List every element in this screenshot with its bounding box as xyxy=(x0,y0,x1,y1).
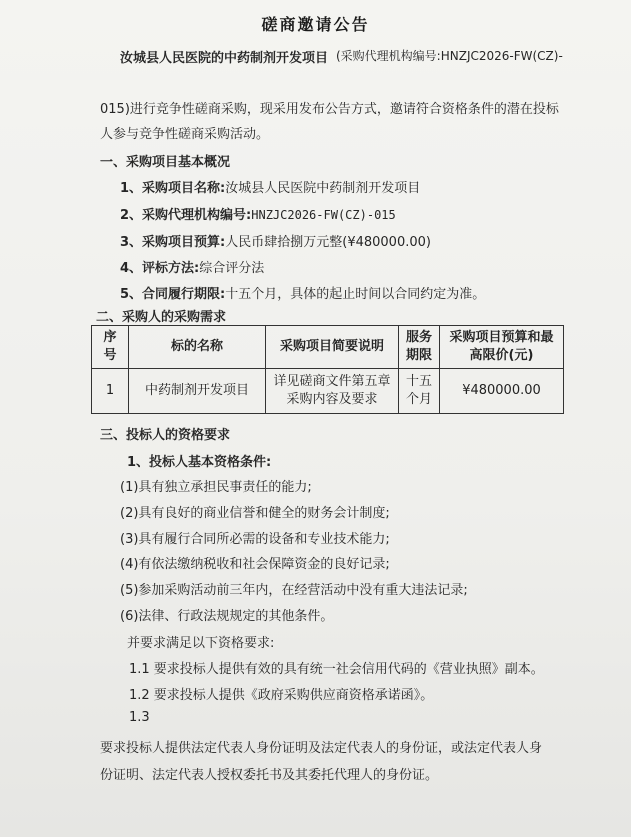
section3-heading: 三、投标人的资格要求 xyxy=(100,428,231,443)
condition-5: (5)参加采购活动前三年内，在经营活动中没有重大违法记录; xyxy=(120,583,468,598)
final-paragraph-line-2: 份证明、法定代表人授权委托书及其委托代理人的身份证。 xyxy=(100,768,439,783)
condition-6: (6)法律、行政法规规定的其他条件。 xyxy=(120,609,334,624)
requirement-1-3: 1.3 xyxy=(129,710,150,725)
item-value: 十五个月，具体的起止时间以合同约定为准。 xyxy=(225,287,486,302)
col-header-period: 服务 期限 xyxy=(399,326,440,369)
item-project-name xyxy=(120,177,420,196)
item-label: 5、合同履行期限: xyxy=(120,287,226,302)
item-agency-code xyxy=(120,204,396,223)
cell-name: 中药制剂开发项目 xyxy=(129,369,266,414)
requirements-table xyxy=(91,325,564,414)
item-value: 综合评分法 xyxy=(199,261,265,276)
condition-2: (2)具有良好的商业信誉和健全的财务会计制度; xyxy=(120,506,390,521)
item-contract-period xyxy=(120,283,485,302)
requirement-1-1: 1.1 要求投标人提供有效的具有统一社会信用代码的《营业执照》副本。 xyxy=(129,662,544,677)
cell-desc: 详见磋商文件第五章 采购内容及要求 xyxy=(266,369,399,414)
intro-line-3: 015)进行竞争性磋商采购，现采用发布公告方式，邀请符合资格条件的潜在投标 xyxy=(100,102,559,117)
col-header-price: 采购项目预算和最 高限价(元) xyxy=(440,326,564,369)
condition-1: (1)具有独立承担民事责任的能力; xyxy=(120,480,312,495)
requirement-1-2: 1.2 要求投标人提供《政府采购供应商资格承诺函》。 xyxy=(129,688,434,703)
intro-agency-code: (采购代理机构编号:HNZJC2026-FW(CZ)- xyxy=(336,49,563,63)
item-value: HNZJC2026-FW(CZ)-015 xyxy=(251,208,396,222)
intro-line-4: 人参与竞争性磋商采购活动。 xyxy=(100,127,270,142)
item-label: 2、采购代理机构编号: xyxy=(120,208,252,223)
item-label: 1、采购项目名称: xyxy=(120,181,226,196)
item-evaluation-method xyxy=(120,257,264,276)
item-value: 汝城县人民医院中药制剂开发项目 xyxy=(225,181,421,196)
table-row xyxy=(92,369,564,414)
item-label: 4、评标方法: xyxy=(120,261,200,276)
final-paragraph-line-1: 要求投标人提供法定代表人身份证明及法定代表人的身份证，或法定代表人身 xyxy=(100,741,543,756)
condition-4: (4)有依法缴纳税收和社会保障资金的良好记录; xyxy=(120,557,390,572)
cell-no: 1 xyxy=(92,369,129,414)
page-title: 磋商邀请公告 xyxy=(261,15,370,34)
cell-price: ¥480000.00 xyxy=(440,369,564,414)
additional-requirements-intro: 并要求满足以下资格要求: xyxy=(127,636,275,651)
item-label: 3、采购项目预算: xyxy=(120,235,226,250)
col-header-no: 序 号 xyxy=(92,326,129,369)
basic-conditions-heading: 1、投标人基本资格条件: xyxy=(127,455,272,470)
cell-period: 十五 个月 xyxy=(399,369,440,414)
section1-heading: 一、采购项目基本概况 xyxy=(100,155,231,170)
intro-project-name: 汝城县人民医院的中药制剂开发项目 xyxy=(120,51,329,66)
col-header-name: 标的名称 xyxy=(129,326,266,369)
item-budget xyxy=(120,231,431,250)
section2-heading: 二、采购人的采购需求 xyxy=(96,310,227,325)
col-header-desc: 采购项目简要说明 xyxy=(266,326,399,369)
item-value: 人民币肆拾捌万元整(¥480000.00) xyxy=(225,235,431,250)
table-header-row xyxy=(92,326,564,369)
condition-3: (3)具有履行合同所必需的设备和专业技术能力; xyxy=(120,532,390,547)
